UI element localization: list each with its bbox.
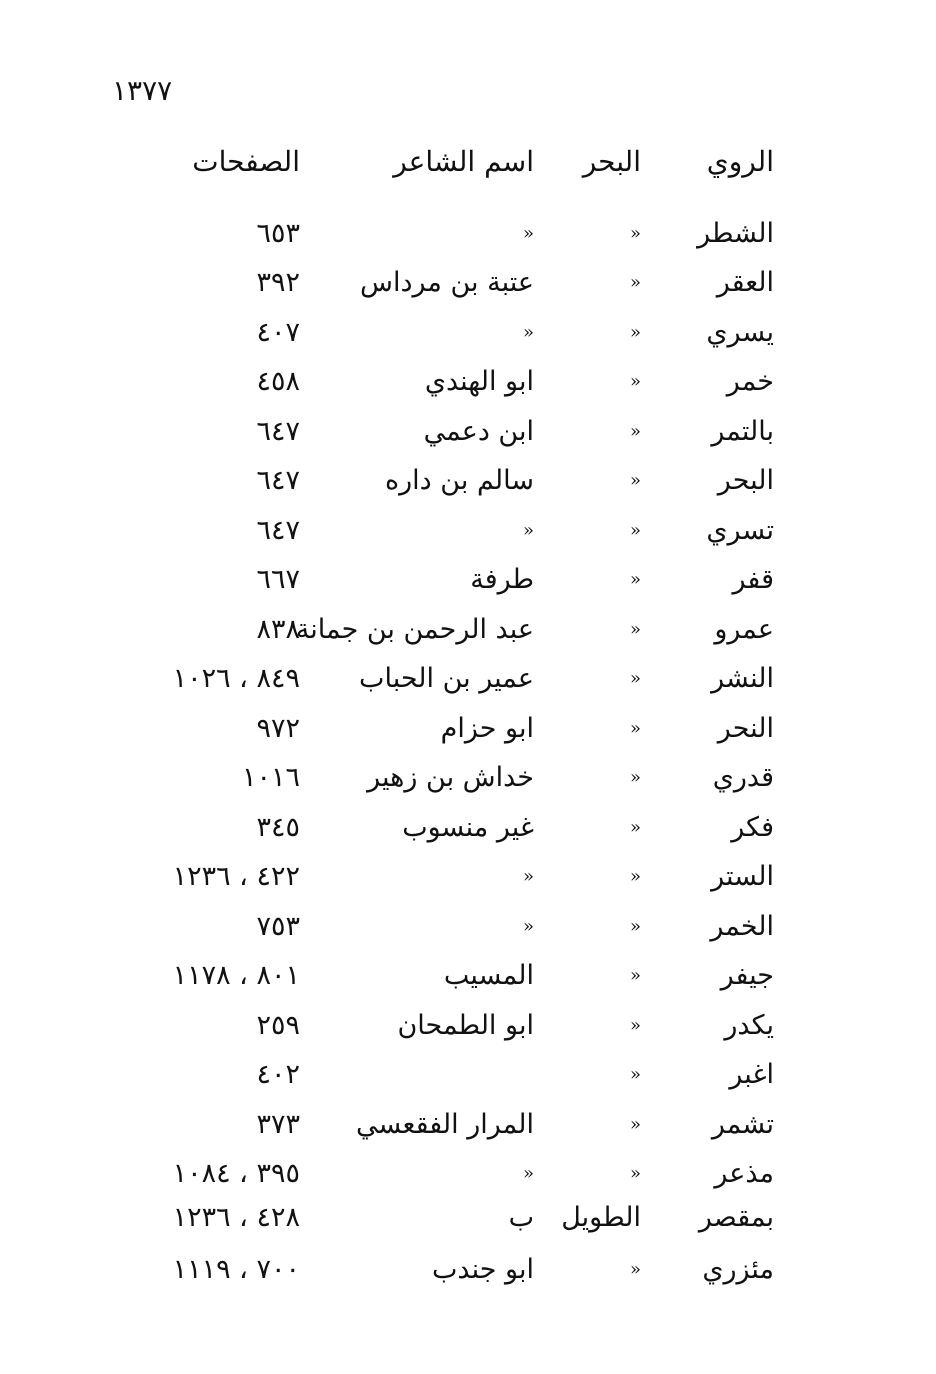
- rhyme-cell: العقر: [716, 267, 774, 298]
- rhyme-cell: جيفر: [720, 960, 774, 991]
- pages-cell: ٦٤٧: [256, 515, 300, 546]
- rhyme-cell: تسري: [706, 515, 774, 546]
- pages-cell: ٣٩٥ ، ١٠٨٤: [172, 1158, 300, 1189]
- rhyme-cell: يكدر: [724, 1010, 774, 1041]
- poet-cell: «: [522, 520, 534, 541]
- rhyme-cell: قدري: [712, 762, 774, 793]
- meter-cell: «: [629, 1163, 641, 1184]
- poet-cell: سالم بن داره: [385, 465, 534, 496]
- rhyme-cell: بمقصر: [698, 1202, 774, 1233]
- meter-cell: «: [629, 1259, 641, 1280]
- poet-cell: ابن دعمي: [423, 416, 534, 447]
- rhyme-cell: الشطر: [697, 218, 774, 249]
- meter-cell: «: [629, 767, 641, 788]
- header-poet: اسم الشاعر: [393, 145, 534, 178]
- meter-cell: «: [629, 322, 641, 343]
- poet-cell: ابو جندب: [432, 1254, 534, 1285]
- meter-cell: «: [629, 965, 641, 986]
- rhyme-cell: النشر: [711, 663, 774, 694]
- poet-cell: المرار الفقعسي: [355, 1109, 534, 1140]
- rhyme-cell: مذعر: [714, 1158, 774, 1189]
- pages-cell: ٣٤٥: [256, 812, 300, 843]
- pages-cell: ٦٥٣: [256, 218, 300, 249]
- pages-cell: ٨٤٩ ، ١٠٢٦: [172, 663, 300, 694]
- poet-cell: ب: [508, 1202, 534, 1233]
- rhyme-cell: بالتمر: [711, 416, 774, 447]
- pages-cell: ٢٥٩: [256, 1010, 300, 1041]
- meter-cell: الطويل: [561, 1202, 641, 1233]
- poet-cell: عمير بن الحباب: [359, 663, 534, 694]
- pages-cell: ١٠١٦: [241, 762, 300, 793]
- pages-cell: ٣٧٣: [256, 1109, 300, 1140]
- rhyme-cell: مئزري: [702, 1254, 774, 1285]
- meter-cell: «: [629, 718, 641, 739]
- rhyme-cell: الخمر: [710, 911, 774, 942]
- meter-cell: «: [629, 223, 641, 244]
- poet-cell: ابو الهندي: [424, 366, 534, 397]
- poet-cell: خداش بن زهير: [367, 762, 534, 793]
- meter-cell: «: [629, 817, 641, 838]
- rhyme-cell: البحر: [717, 465, 774, 496]
- meter-cell: «: [629, 421, 641, 442]
- poet-cell: «: [522, 322, 534, 343]
- meter-cell: «: [629, 569, 641, 590]
- poet-cell: عبد الرحمن بن جمانة: [295, 614, 534, 645]
- poet-cell: عتبة بن مرداس: [360, 267, 534, 298]
- pages-cell: ٤٢٨ ، ١٢٣٦: [172, 1202, 300, 1233]
- pages-cell: ٩٧٢: [256, 713, 300, 744]
- poet-cell: طرفة: [470, 564, 534, 595]
- poet-cell: «: [522, 223, 534, 244]
- meter-cell: «: [629, 1015, 641, 1036]
- pages-cell: ٨٠١ ، ١١٧٨: [172, 960, 300, 991]
- poet-cell: ابو الطمحان: [397, 1010, 534, 1041]
- meter-cell: «: [629, 272, 641, 293]
- poet-cell: «: [522, 1163, 534, 1184]
- poet-cell: غير منسوب: [402, 812, 534, 843]
- rhyme-cell: تشمر: [711, 1109, 774, 1140]
- rhyme-cell: فكر: [731, 812, 774, 843]
- rhyme-cell: النحر: [717, 713, 774, 744]
- pages-cell: ٨٣٨: [256, 614, 300, 645]
- header-pages: الصفحات: [192, 145, 300, 178]
- meter-cell: «: [629, 470, 641, 491]
- rhyme-cell: قفر: [732, 564, 774, 595]
- pages-cell: ٧٠٠ ، ١١١٩: [172, 1254, 300, 1285]
- pages-cell: ٤٠٧: [256, 317, 300, 348]
- header-meter: البحر: [582, 145, 641, 178]
- meter-cell: «: [629, 668, 641, 689]
- meter-cell: «: [629, 1064, 641, 1085]
- meter-cell: «: [629, 866, 641, 887]
- rhyme-cell: عمرو: [714, 614, 774, 645]
- meter-cell: «: [629, 619, 641, 640]
- pages-cell: ٤٥٨: [256, 366, 300, 397]
- pages-cell: ٤٢٢ ، ١٢٣٦: [172, 861, 300, 892]
- meter-cell: «: [629, 1114, 641, 1135]
- poet-cell: المسيب: [443, 960, 534, 991]
- page-number: ١٣٧٧: [112, 74, 173, 107]
- poet-cell: «: [522, 916, 534, 937]
- pages-cell: ٦٦٧: [256, 564, 300, 595]
- rhyme-cell: اغبر: [729, 1059, 774, 1090]
- rhyme-cell: خمر: [726, 366, 774, 397]
- pages-cell: ٤٠٢: [256, 1059, 300, 1090]
- meter-cell: «: [629, 520, 641, 541]
- pages-cell: ٧٥٣: [256, 911, 300, 942]
- poet-cell: «: [522, 866, 534, 887]
- pages-cell: ٣٩٢: [256, 267, 300, 298]
- pages-cell: ٦٤٧: [256, 416, 300, 447]
- poet-cell: ابو حزام: [440, 713, 534, 744]
- header-rhyme: الروي: [706, 145, 774, 178]
- meter-cell: «: [629, 371, 641, 392]
- pages-cell: ٦٤٧: [256, 465, 300, 496]
- meter-cell: «: [629, 916, 641, 937]
- rhyme-cell: الستر: [711, 861, 774, 892]
- rhyme-cell: يسري: [706, 317, 774, 348]
